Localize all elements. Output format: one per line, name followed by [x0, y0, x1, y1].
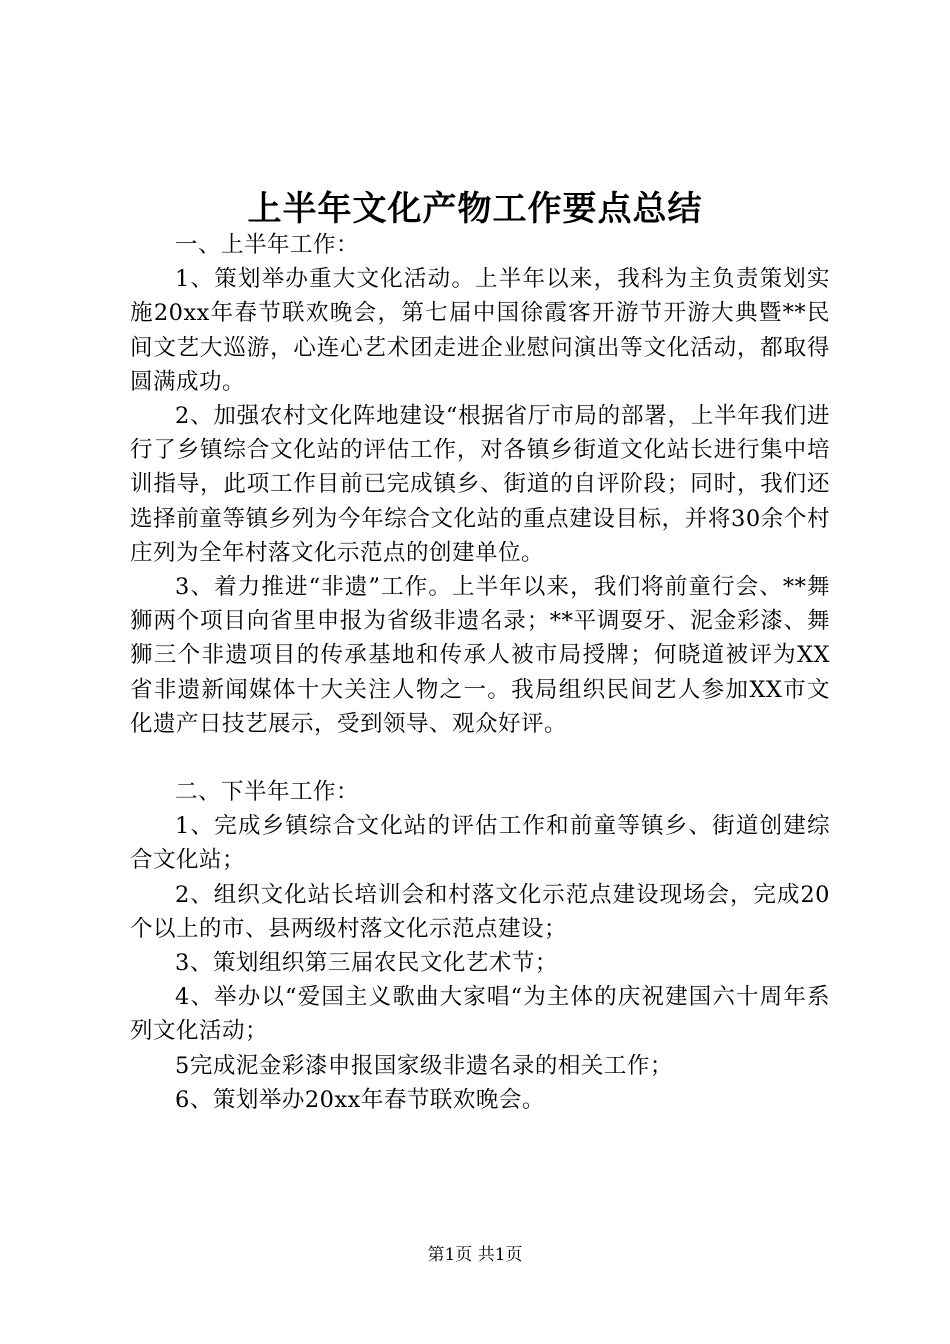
- plan-item-3: 3、策划组织第三届农民文化艺术节；: [175, 950, 558, 977]
- paragraph-item-3: 3、着力推进“非遗”工作。上半年以来，我们将前童行会、**舞狮两个项目向省里申报为省级非遗名录；**平调耍牙、泥金彩漆、舞狮三个非遗项目的传承基地和传承人被市局授牌；何晓道被评为XX省非遗新闻媒体十大关注人物之一。我局组织民间艺人参加XX市文化遗产日技艺展示，受到领导、观众好评。: [130, 574, 830, 737]
- paragraph-item-2: 2、加强农村文化阵地建设“根据省厅市局的部署，上半年我们进行了乡镇综合文化站的评估工作，对各镇乡街道文化站长进行集中培训指导，此项工作目前已完成镇乡、街道的自评阶段；同时，我们还选择前童等镇乡列为今年综合文化站的重点建设目标，并将30余个村庄列为全年村落文化示范点的创建单位。: [130, 403, 830, 566]
- plan-item-2: 2、组织文化站长培训会和村落文化示范点建设现场会，完成20个以上的市、县两级村落文化示范点建设；: [130, 881, 830, 942]
- plan-item-4: 4、举办以“爱国主义歌曲大家唱“为主体的庆祝建国六十周年系列文化活动；: [130, 984, 830, 1045]
- page-number-footer: 第1页 共1页: [427, 1245, 523, 1265]
- section-heading-second-half: 二、下半年工作：: [175, 779, 360, 806]
- document-body: [130, 228, 830, 1117]
- section-heading-first-half: 一、上半年工作：: [175, 232, 360, 258]
- plan-item-6: 6、策划举办20xx年春节联欢晚会。: [175, 1086, 545, 1113]
- document-title: 上半年文化产物工作要点总结: [247, 189, 703, 229]
- plan-item-5: 5完成泥金彩漆申报国家级非遗名录的相关工作；: [175, 1052, 673, 1079]
- plan-item-1: 1、完成乡镇综合文化站的评估工作和前童等镇乡、街道创建综合文化站；: [130, 813, 830, 874]
- paragraph-item-1: 1、策划举办重大文化活动。上半年以来，我科为主负责策划实施20xx年春节联欢晚会，第七届中国徐霞客开游节开游大典暨**民间文艺大巡游，心连心艺术团走进企业慰问演出等文化活动，都取得圆满成功。: [130, 266, 830, 395]
